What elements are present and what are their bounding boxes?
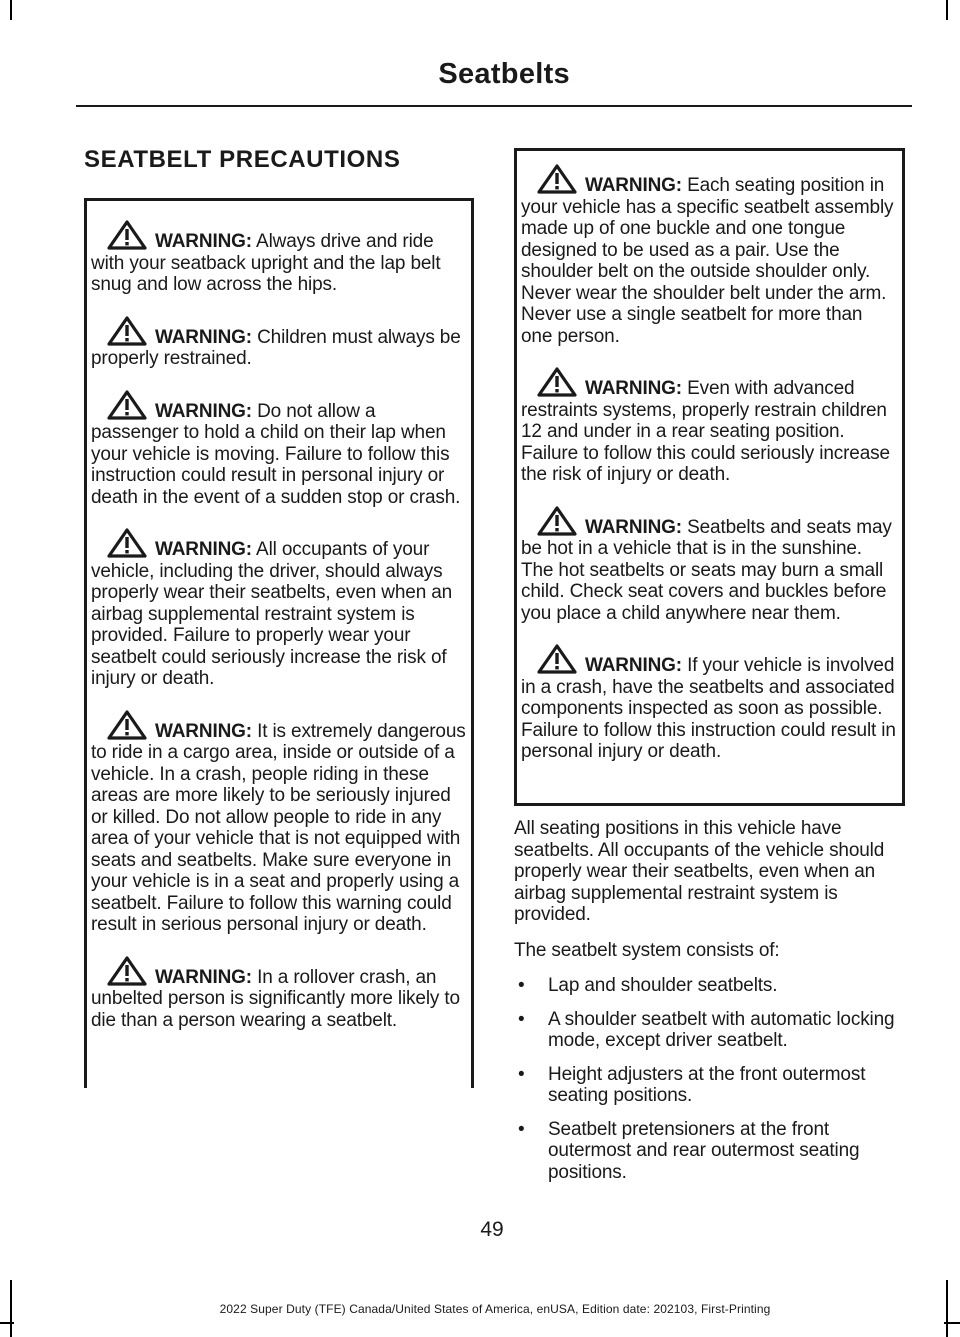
warning-item — [521, 506, 898, 625]
warning-text: Always drive and ride with your seatback upright and the lap belt snug and low across the hips. — [91, 231, 441, 295]
warning-text: Do not allow a passenger to hold a child on their lap when your vehicle is moving. Failure to follow this instruction could result in personal injury or death in the event of a sudden stop or crash. — [91, 400, 461, 508]
bullet-marker: • — [518, 1118, 525, 1140]
bullet-item — [514, 1119, 909, 1184]
warning-box-top-rule — [84, 198, 474, 201]
warning-item — [91, 316, 467, 370]
bullet-text: Seatbelt pretensioners at the front outermost and rear outermost seating positions. — [548, 1118, 860, 1183]
warning-label: WARNING: — [585, 655, 682, 676]
bullet-list — [514, 975, 909, 1183]
warning-label: WARNING: — [155, 966, 252, 988]
crop-mark-top-right-v — [946, 0, 948, 20]
warning-item — [91, 956, 467, 1032]
warning-item — [91, 528, 467, 690]
warning-triangle-icon — [107, 528, 147, 558]
body-paragraph: All seating positions in this vehicle have seatbelts. All occupants of the vehicle should properly wear their seatbelts, even when an airbag supplemental restraint system is provided. — [514, 818, 885, 925]
warning-text: All occupants of your vehicle, including the driver, should always properly wear their seatbelts, even when an airbag supplemental restraint system is provided. Failure to properly wear your seatbelt could seriously increase the risk of injury or death. — [91, 539, 453, 689]
crop-mark-top-left-v — [10, 0, 12, 20]
warning-label: WARNING: — [155, 539, 252, 560]
bullet-text: Lap and shoulder seatbelts. — [548, 975, 778, 996]
warning-text: If your vehicle is involved in a crash, have the seatbelts and associated components inspected as soon as possible. Failure to follow this instruction could result in personal injury or death. — [521, 655, 896, 762]
bullet-marker: • — [518, 1008, 525, 1030]
body-text-column — [514, 818, 909, 1195]
section-heading: SEATBELT PRECAUTIONS — [84, 146, 401, 173]
warning-item — [91, 220, 467, 296]
bullet-text: Height adjusters at the front outermost seating positions. — [548, 1063, 866, 1106]
warning-label: WARNING: — [585, 516, 682, 538]
warning-item — [521, 644, 898, 763]
page-number: 49 — [480, 1218, 504, 1241]
crop-mark-bottom-right-h — [944, 1322, 960, 1324]
warning-text: Children must always be properly restrained. — [91, 326, 461, 369]
warning-list-right — [521, 164, 898, 783]
warning-text: Seatbelts and seats may be hot in a vehicle that is in the sunshine. The hot seatbelts or seats may burn a small child. Check seat covers and buckles before you place a child anywhere near them. — [521, 516, 892, 624]
bullet-text: A shoulder seatbelt with automatic locking mode, except driver seatbelt. — [548, 1008, 895, 1051]
warning-triangle-icon — [537, 506, 577, 536]
warning-label: WARNING: — [155, 326, 252, 348]
bullet-item — [514, 975, 909, 997]
warning-item — [91, 710, 467, 936]
warning-triangle-icon — [107, 710, 147, 740]
footer-edition: 2022 Super Duty (TFE) Canada/United States of America, enUSA, Edition date: 202103, First-Printing — [219, 1302, 771, 1316]
header-divider — [76, 105, 912, 107]
warning-box-left — [84, 198, 474, 1088]
warning-triangle-icon — [107, 956, 147, 986]
warning-item — [91, 390, 467, 509]
warning-label: WARNING: — [155, 720, 252, 742]
warning-list-left — [91, 220, 467, 1051]
warning-text: Even with advanced restraints systems, properly restrain children 12 and under in a rear seating position. Failure to follow this could seriously increase the risk of injury or death. — [521, 378, 890, 485]
warning-triangle-icon — [537, 367, 577, 397]
warning-label: WARNING: — [155, 231, 252, 252]
crop-mark-bottom-left-h — [0, 1322, 14, 1324]
warning-box-bottom-rule — [514, 803, 905, 806]
bullet-marker: • — [518, 975, 525, 996]
warning-triangle-icon — [537, 644, 577, 674]
bullet-item — [514, 1009, 909, 1052]
warning-item — [521, 164, 898, 347]
warning-text: It is extremely dangerous to ride in a cargo area, inside or outside of a vehicle. In a crash, people riding in these areas are more likely to be seriously injured or killed. Do not allow people to ride in any area of your vehicle that is not equipped with seats and seatbelts. Make sure everyone in your vehicle is in a seat and properly using a seatbelt. Failure to follow this warning could result in serious personal injury or death. — [91, 720, 466, 935]
warning-triangle-icon — [107, 316, 147, 346]
warning-text: In a rollover crash, an unbelted person is significantly more likely to die than a person wearing a seatbelt. — [91, 966, 460, 1031]
bullet-marker: • — [518, 1063, 525, 1085]
warning-item — [521, 367, 898, 486]
warning-box-right — [514, 148, 905, 806]
warning-triangle-icon — [107, 390, 147, 420]
warning-box-top-rule — [514, 148, 905, 151]
warning-label: WARNING: — [585, 175, 682, 196]
warning-triangle-icon — [537, 164, 577, 194]
warning-label: WARNING: — [155, 400, 252, 422]
list-intro: The seatbelt system consists of: — [514, 939, 780, 961]
warning-triangle-icon — [107, 220, 147, 250]
bullet-item — [514, 1064, 909, 1107]
page-header-title: Seatbelts — [438, 58, 570, 90]
warning-label: WARNING: — [585, 378, 682, 399]
warning-text: Each seating position in your vehicle has a specific seatbelt assembly made up of one buckle and one tongue designed to be used as a pair. Use the shoulder belt on the outside shoulder only. Never wear the shoulder belt under the arm. Never use a single seatbelt for more than one person. — [521, 175, 894, 347]
